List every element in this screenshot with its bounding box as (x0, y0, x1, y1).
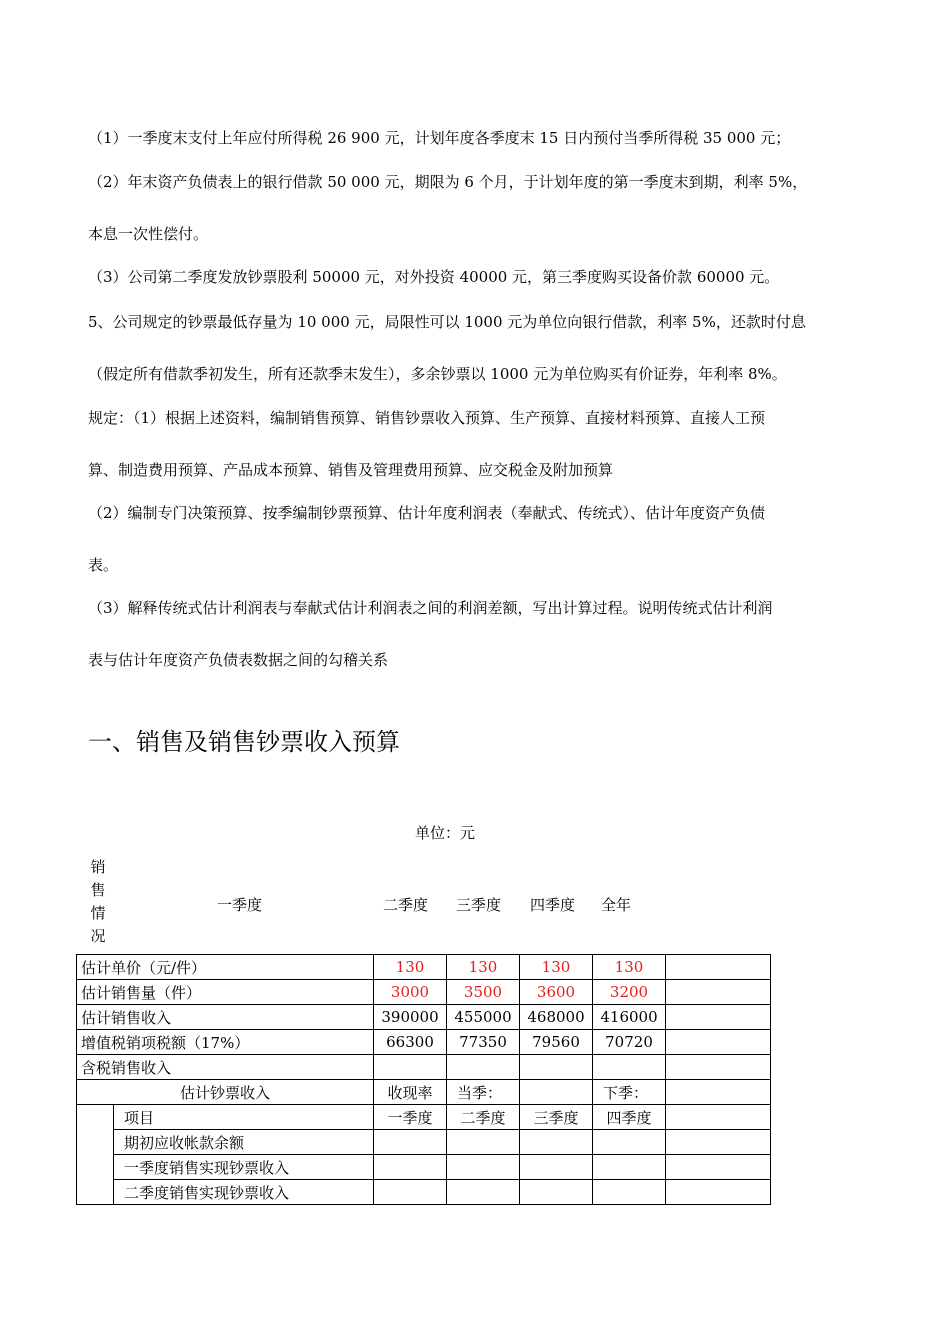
header-q2: 二季度 (383, 896, 429, 914)
vertical-char: 况 (90, 927, 106, 945)
blank-cell (374, 1130, 447, 1155)
row-label: 期初应收帐款余额 (114, 1130, 374, 1155)
table-row (77, 1030, 771, 1055)
row-label: 二季度销售实现钞票收入 (114, 1180, 374, 1205)
paragraph-4: 5、公司规定的钞票最低存量为 10 000 元，局限性可以 1000 元为单位向银行借款，利率 5%，还款时付息 (88, 313, 806, 331)
taxed-q3 (520, 1055, 593, 1080)
blank-cell (666, 1180, 771, 1205)
cash-header-label: 估计钞票收入 (77, 1080, 374, 1105)
sub-q4: 四季度 (593, 1105, 666, 1130)
price-q2: 130 (447, 955, 520, 980)
vat-q2: 77350 (447, 1030, 520, 1055)
blank-cell (593, 1130, 666, 1155)
vertical-char: 情 (90, 904, 106, 922)
blank-cell (666, 1155, 771, 1180)
blank-cell (374, 1180, 447, 1205)
paragraph-2: （2）年末资产负债表上的银行借款 50 000 元，期限为 6 个月，于计划年度的第一季度末到期，利率 5%， (88, 173, 808, 191)
row-label: 估计销售收入 (77, 1005, 374, 1030)
table-row (77, 955, 771, 980)
revenue-q1: 390000 (374, 1005, 447, 1030)
table-row (77, 1155, 771, 1180)
paragraph-4-cont: （假定所有借款季初发生，所有还款季末发生），多余钞票以 1000 元为单位购买有价证券，年利率 8%。 (88, 365, 787, 383)
header-year: 全年 (601, 896, 632, 914)
header-q4: 四季度 (530, 896, 576, 914)
sales-budget-table (76, 954, 771, 1205)
revenue-q4: 416000 (593, 1005, 666, 1030)
revenue-q3: 468000 (520, 1005, 593, 1030)
blank-cell (447, 1155, 520, 1180)
table-row (77, 980, 771, 1005)
current-quarter-label: 当季： (447, 1080, 520, 1105)
vertical-header (88, 856, 108, 948)
paragraph-5-cont: 算、制造费用预算、产品成本预算、销售及管理费用预算、应交税金及附加预算 (88, 461, 614, 479)
row-label: 含税销售收入 (77, 1055, 374, 1080)
paragraph-6-cont: 表。 (88, 556, 119, 574)
sub-q2: 二季度 (447, 1105, 520, 1130)
merged-side-cell (77, 1105, 114, 1205)
table-row (77, 1105, 771, 1130)
vat-year (666, 1030, 771, 1055)
row-label: 估计销售量（件） (77, 980, 374, 1005)
blank-cell (666, 1080, 771, 1105)
table-row (77, 1005, 771, 1030)
revenue-year (666, 1005, 771, 1030)
paragraph-7: （3）解释传统式估计利润表与奉献式估计利润表之间的利润差额，写出计算过程。说明传统式估计利润 (88, 599, 773, 617)
table-row (77, 1180, 771, 1205)
vat-q3: 79560 (520, 1030, 593, 1055)
table-row (77, 1080, 771, 1105)
vertical-char: 售 (90, 881, 106, 899)
sub-q3: 三季度 (520, 1105, 593, 1130)
price-year (666, 955, 771, 980)
blank-cell (520, 1180, 593, 1205)
paragraph-1: （1）一季度末支付上年应付所得税 26 900 元，计划年度各季度末 15 日内预付当季所得税 35 000 元； (88, 129, 791, 147)
paragraph-5: 规定：（1）根据上述资料，编制销售预算、销售钞票收入预算、生产预算、直接材料预算、直接人工预 (88, 409, 766, 427)
blank-cell (520, 1155, 593, 1180)
taxed-q4 (593, 1055, 666, 1080)
row-label: 估计单价（元/件） (77, 955, 374, 980)
price-q3: 130 (520, 955, 593, 980)
next-quarter-label: 下季： (593, 1080, 666, 1105)
blank-cell (666, 1130, 771, 1155)
blank-cell (593, 1180, 666, 1205)
taxed-q2 (447, 1055, 520, 1080)
paragraph-6: （2）编制专门决策预算、按季编制钞票预算、估计年度利润表（奉献式、传统式）、估计年度资产负债 (88, 504, 766, 522)
volume-q2: 3500 (447, 980, 520, 1005)
volume-q3: 3600 (520, 980, 593, 1005)
vertical-char: 销 (90, 858, 106, 876)
blank-cell (666, 1105, 771, 1130)
paragraph-2-cont: 本息一次性偿付。 (88, 225, 209, 243)
price-q1: 130 (374, 955, 447, 980)
revenue-q2: 455000 (447, 1005, 520, 1030)
unit-label: 单位：元 (415, 824, 476, 842)
table-row (77, 1130, 771, 1155)
header-q3: 三季度 (456, 896, 502, 914)
blank-cell (520, 1130, 593, 1155)
table-row (77, 1055, 771, 1080)
volume-q1: 3000 (374, 980, 447, 1005)
section-heading: 一、销售及销售钞票收入预算 (88, 728, 400, 756)
paragraph-3: （3）公司第二季度发放钞票股利 50000 元，对外投资 40000 元，第三季度购买设备价款 60000 元。 (88, 268, 780, 286)
row-label: 一季度销售实现钞票收入 (114, 1155, 374, 1180)
volume-q4: 3200 (593, 980, 666, 1005)
paragraph-7-cont: 表与估计年度资产负债表数据之间的勾稽关系 (88, 651, 389, 669)
vat-q1: 66300 (374, 1030, 447, 1055)
collect-rate-label: 收现率 (374, 1080, 447, 1105)
blank-cell (593, 1155, 666, 1180)
volume-year (666, 980, 771, 1005)
blank-cell (520, 1080, 593, 1105)
blank-cell (374, 1155, 447, 1180)
blank-cell (447, 1130, 520, 1155)
sub-q1: 一季度 (374, 1105, 447, 1130)
blank-cell (447, 1180, 520, 1205)
vat-q4: 70720 (593, 1030, 666, 1055)
taxed-year (666, 1055, 771, 1080)
price-q4: 130 (593, 955, 666, 980)
row-label: 增值税销项税额（17%） (77, 1030, 374, 1055)
taxed-q1 (374, 1055, 447, 1080)
header-q1: 一季度 (217, 896, 263, 914)
item-header: 项目 (114, 1105, 374, 1130)
